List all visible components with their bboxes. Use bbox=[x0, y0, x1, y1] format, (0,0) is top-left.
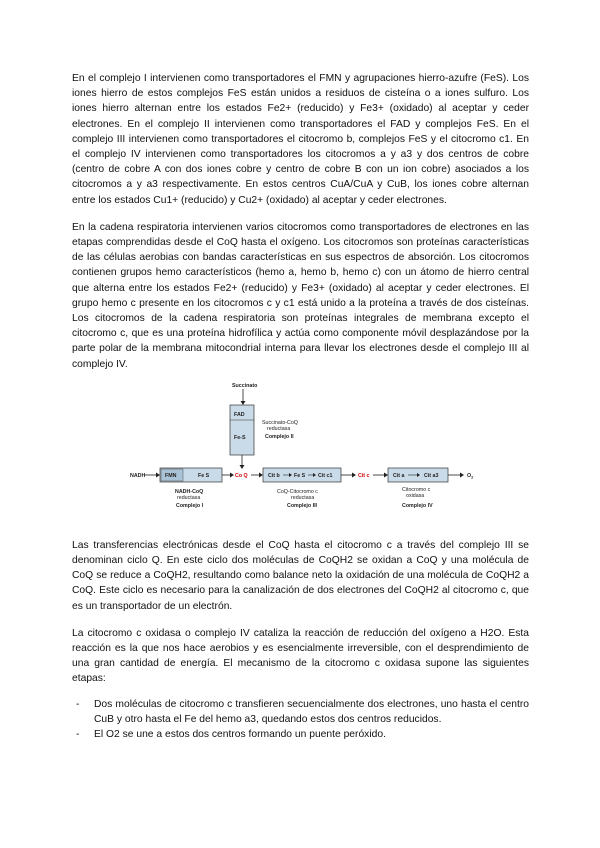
complex-iv-name-1: Citocromo c bbox=[402, 486, 431, 493]
o2-symbol: O bbox=[467, 472, 472, 479]
complex-iii-to-cytc-arrowhead bbox=[352, 472, 356, 477]
paragraph-cytochromes: En la cadena respiratoria intervienen varios citocromos como transportadores de electrones en las etapas comprendidas desde el CoQ hasta el oxígeno. Los citocromos son proteínas características de las células aerobias con bandas características en sus espectros de absorción. Los citocromos contienen grupos hemo característicos (hemo a, hemo b, hemo c) con un átomo de hierro central que alterna entre los estados Fe2+ (reducido) y Fe3+ (oxidado) al aceptar y ceder electrones. El grupo hemo c presente en los citocromos c y c1 está unido a la proteína a través de dos cisteínas. Los citocromos de la cadena respiratoria son proteínas integrales de membrana excepto el citocromo c, que es una proteína hidrofílica y actúa como componente móvil desplazándose por la parte polar de la membrana mitocondrial interna para llevar los electrones desde el complejo III al complejo IV. bbox=[72, 221, 529, 370]
nadh-label: NADH bbox=[130, 472, 146, 479]
list-item-text: Dos moléculas de citocromo c transfieren secuencialmente dos electrones, uno hasta el centro CuB y otro hasta el Fe del hemo a3, quedando estos dos centros reducidos. bbox=[94, 698, 529, 725]
complex-iii-label: Complejo III bbox=[287, 502, 318, 509]
cytc-to-complex-iv-arrowhead bbox=[384, 472, 388, 477]
cyt-c1-label: Cit c1 bbox=[318, 472, 333, 479]
list-item bbox=[72, 697, 529, 727]
respiratory-chain-svg bbox=[72, 378, 529, 528]
list-bullet: - bbox=[76, 698, 80, 710]
complex-ii-label: Complejo II bbox=[265, 433, 294, 440]
fmn-label: FMN bbox=[165, 472, 177, 479]
complex-i-name-1: NADH-CoQ bbox=[175, 488, 204, 495]
succinate-label: Succinato bbox=[232, 382, 258, 389]
fes-iii-label: Fe S bbox=[294, 472, 306, 479]
list-item bbox=[72, 727, 529, 742]
complex-iii-name-1: CoQ-Citocromo c bbox=[277, 488, 318, 495]
o2-label bbox=[467, 473, 474, 480]
respiratory-chain-diagram bbox=[72, 378, 529, 528]
complex-iv-label: Complejo IV bbox=[402, 502, 433, 509]
succinate-arrowhead bbox=[241, 401, 246, 405]
fes-i-label: Fe S bbox=[198, 472, 210, 479]
complex-ii-name-1: Succinato-CoQ bbox=[262, 419, 298, 426]
complex-i-name-2: reductasa bbox=[177, 494, 201, 501]
complex-i-label: Complejo I bbox=[176, 502, 204, 509]
cyt-c-label: Cit c bbox=[358, 472, 370, 479]
cyt-b-label: Cit b bbox=[268, 472, 280, 479]
complex-iv-name-2: oxidasa bbox=[406, 492, 425, 499]
fad-label: FAD bbox=[234, 411, 245, 418]
complex-ii-to-coq-arrowhead bbox=[240, 465, 245, 469]
paragraph-q-cycle: Las transferencias electrónicas desde el CoQ hasta el citocromo c a través del complejo III se denominan ciclo Q. En este ciclo dos moléculas de CoQH2 se oxidan a CoQ y una molécula de CoQ se reduce a CoQH2, resultando como balance neto la oxidación de una molécula de CoQH2 a CoQ. Este ciclo es necesario para la canalización de dos electrones del CoQH2 al citocromo c, que es un transportador de un electrón. bbox=[72, 539, 529, 612]
coq-to-complex-iii-arrowhead bbox=[259, 472, 263, 477]
complex-i-to-coq-arrowhead bbox=[230, 472, 234, 477]
coq-label: Co Q bbox=[235, 472, 248, 479]
oxidase-steps-list bbox=[72, 697, 529, 743]
complex-ii-name-2: reductasa bbox=[267, 425, 291, 432]
paragraph-complexes-transporters: En el complejo I intervienen como transportadores el FMN y agrupaciones hierro-azufre (FeS). Los iones hierro de estos complejos FeS están unidos a residuos de cisteína o a iones sulfuro. Los iones hierro alternan entre los estados Fe2+ (reducido) y Fe3+ (oxidado) al aceptar y ceder electrones. En el complejo II intervienen como transportadores el FAD y complejos FeS. En el complejo III intervienen como transportadores el citocromo b, complejos FeS y el citocromo c1. En el complejo IV intervienen como transportadores los citocromos a y a3 y dos centros de cobre (centro de cobre A con dos iones cobre y centro de cobre B con un ion cobre) asociados a los citocromos a y a3 respectivamente. En estos centros CuA/CuA y CuB, los iones cobre alternan entre los estados Cu1+ (reducido) y Cu2+ (oxidado) al aceptar y ceder electrones. bbox=[72, 73, 529, 206]
nadh-arrowhead bbox=[156, 472, 160, 477]
cyt-a3-label: Cit a3 bbox=[424, 472, 439, 479]
list-item-text: El O2 se une a estos dos centros formando un puente peróxido. bbox=[94, 729, 386, 741]
complex-iv-to-o2-arrowhead bbox=[460, 472, 464, 477]
o2-subscript: 2 bbox=[471, 474, 474, 480]
paragraph-cytochrome-oxidase: La citocromo c oxidasa o complejo IV cataliza la reacción de reducción del oxígeno a H2O. Esta reacción es la que nos hace aerobios y es esencialmente irreversible, con el desprendimiento de una gran cantidad de energía. El mecanismo de la citocromo c oxidasa supone las siguientes etapas: bbox=[72, 627, 529, 685]
complex-iii-name-2: reductasa bbox=[291, 494, 315, 501]
fes-ii-label: Fe-S bbox=[234, 434, 246, 441]
cyt-a-label: Cit a bbox=[393, 472, 405, 479]
list-bullet: - bbox=[76, 729, 80, 741]
document-page bbox=[72, 71, 529, 742]
